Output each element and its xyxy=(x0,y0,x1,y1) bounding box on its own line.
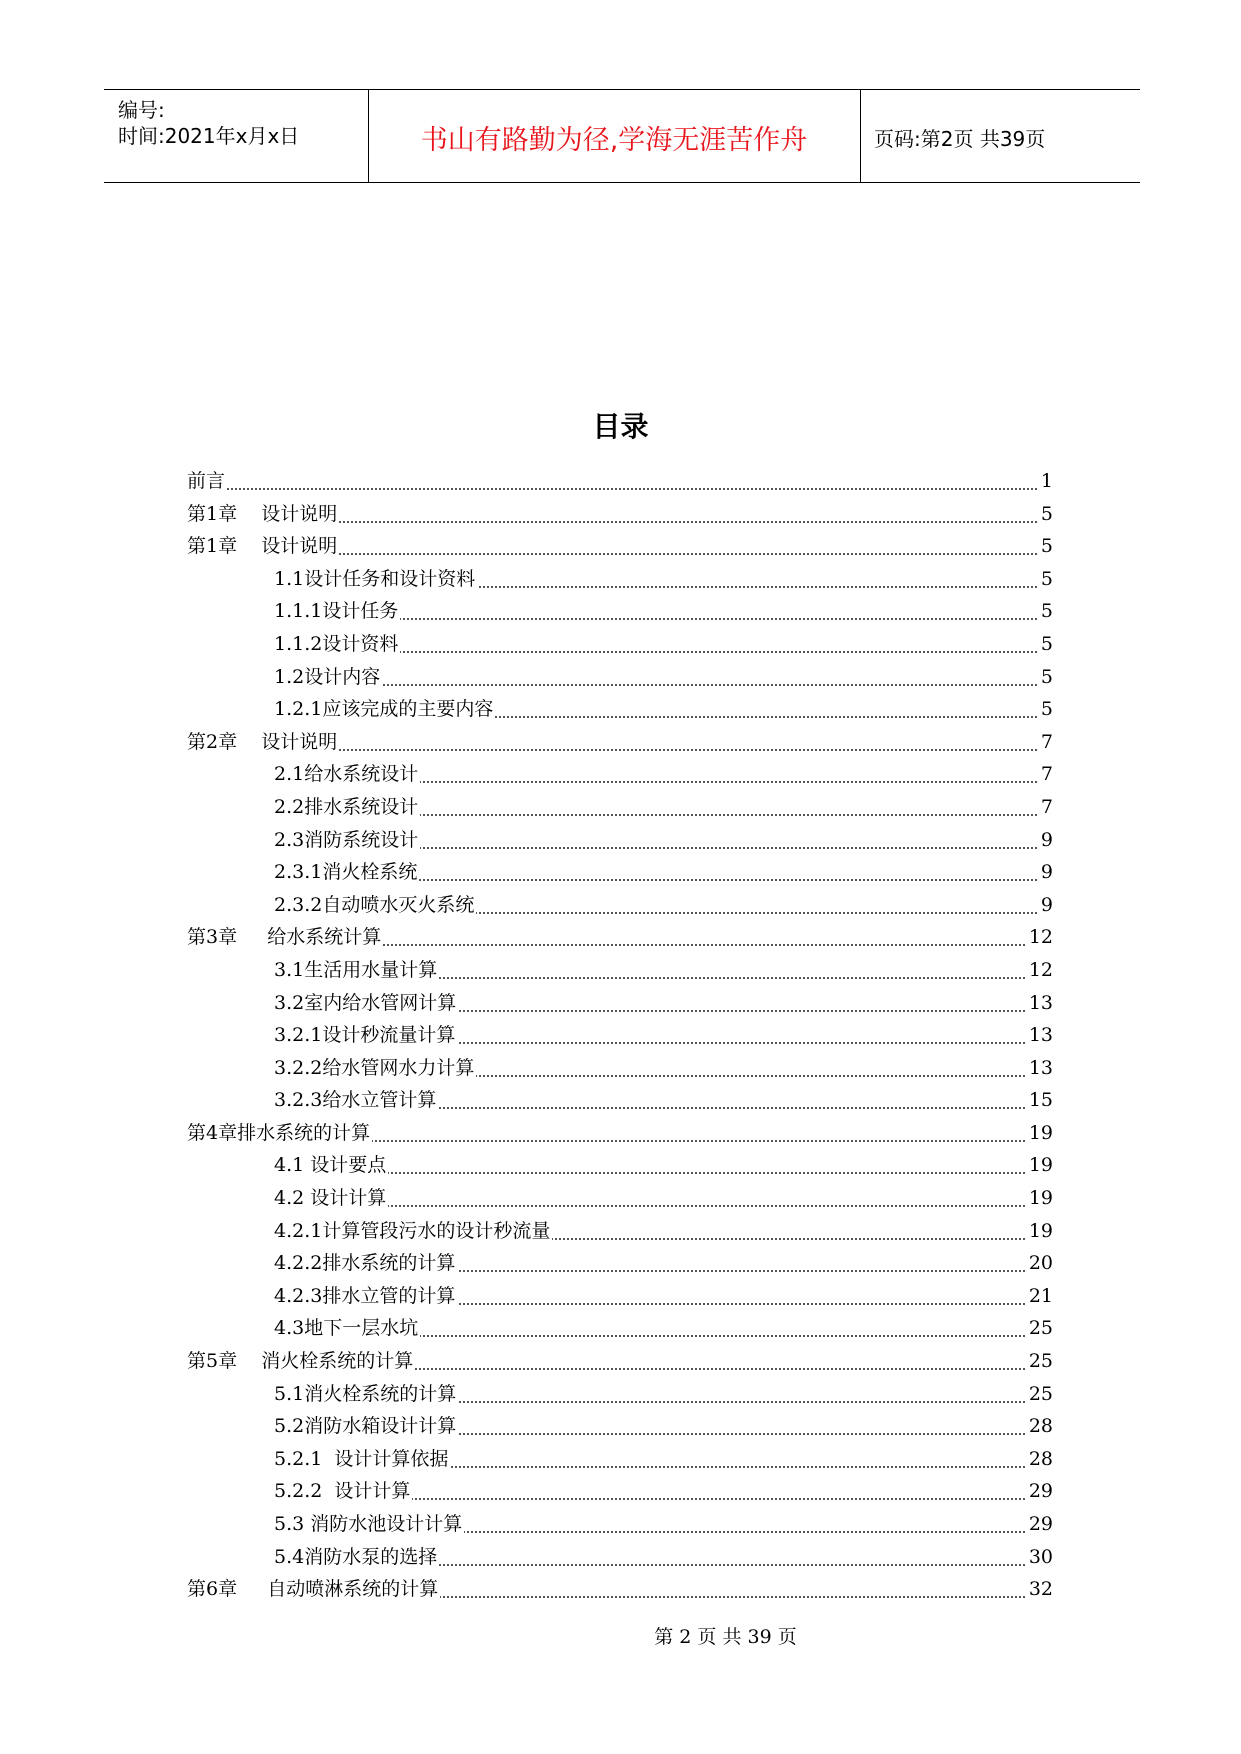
toc-entry[interactable] xyxy=(187,1215,1053,1248)
toc-entry-label: 1.1设计任务和设计资料 xyxy=(274,563,477,595)
toc-entry-label: 4.2.2排水系统的计算 xyxy=(274,1247,457,1279)
toc-entry-page: 20 xyxy=(1027,1247,1053,1279)
toc-entry-page: 5 xyxy=(1039,498,1053,530)
toc-entry-page: 29 xyxy=(1027,1508,1053,1540)
toc-entry-label: 2.1给水系统设计 xyxy=(274,758,420,790)
toc-entry-label: 2.2排水系统设计 xyxy=(274,791,420,823)
toc-entry[interactable] xyxy=(187,824,1053,857)
toc-entry[interactable] xyxy=(187,1182,1053,1215)
page-header xyxy=(104,89,1140,183)
toc-entry[interactable] xyxy=(187,1443,1053,1476)
toc-entry-label: 3.1生活用水量计算 xyxy=(274,954,439,986)
toc-leader-dots xyxy=(274,1205,1053,1207)
toc-entry-label: 2.3.2自动喷水灭火系统 xyxy=(274,889,476,921)
toc-title: 目录 xyxy=(592,410,649,443)
toc-entry-label: 2.3消防系统设计 xyxy=(274,824,420,856)
serial-number-label: 编号: xyxy=(118,98,165,122)
toc-entry-label: 5.4消防水泵的选择 xyxy=(274,1541,439,1573)
toc-entry-label: 2.3.1消火栓系统 xyxy=(274,856,419,888)
toc-entry[interactable] xyxy=(187,856,1053,889)
toc-entry-page: 13 xyxy=(1027,1052,1053,1084)
toc-entry-page: 19 xyxy=(1027,1182,1053,1214)
toc-entry-label: 3.2室内给水管网计算 xyxy=(274,987,458,1019)
header-motto-cell xyxy=(368,90,861,182)
toc-entry[interactable] xyxy=(187,628,1053,661)
toc-leader-dots xyxy=(274,684,1053,686)
toc-entry-page: 28 xyxy=(1027,1410,1053,1442)
toc-entry-page: 1 xyxy=(1039,465,1053,497)
toc-entry-label: 第6章 自动喷淋系统的计算 xyxy=(187,1573,440,1605)
toc-entry[interactable] xyxy=(187,1280,1053,1313)
toc-entry-page: 12 xyxy=(1027,921,1053,953)
toc-entry-label: 4.2 设计计算 xyxy=(274,1182,388,1214)
toc-entry-page: 28 xyxy=(1027,1443,1053,1475)
table-of-contents xyxy=(187,465,1053,1606)
toc-entry[interactable] xyxy=(187,1247,1053,1280)
toc-entry-label: 4.1 设计要点 xyxy=(274,1149,388,1181)
toc-entry-page: 9 xyxy=(1039,824,1053,856)
toc-entry[interactable] xyxy=(187,1410,1053,1443)
page-info: 页码:第2页 共39页 xyxy=(874,127,1046,151)
toc-entry-label: 5.2.2 设计计算 xyxy=(274,1475,412,1507)
toc-entry-page: 9 xyxy=(1039,889,1053,921)
toc-entry-page: 25 xyxy=(1027,1378,1053,1410)
header-page-cell xyxy=(860,90,1140,182)
toc-entry-label: 第1章 设计说明 xyxy=(187,498,339,530)
toc-entry-page: 5 xyxy=(1039,563,1053,595)
toc-entry-label: 3.2.1设计秒流量计算 xyxy=(274,1019,457,1051)
toc-entry-page: 7 xyxy=(1039,791,1053,823)
toc-entry-page: 13 xyxy=(1027,1019,1053,1051)
toc-entry[interactable] xyxy=(187,1573,1053,1606)
toc-leader-dots xyxy=(187,488,1053,490)
toc-entry-page: 32 xyxy=(1027,1573,1053,1605)
toc-entry-label: 1.2设计内容 xyxy=(274,661,382,693)
toc-entry-page: 5 xyxy=(1039,595,1053,627)
toc-entry[interactable] xyxy=(187,726,1053,759)
page-footer: 第 2 页 共 39 页 xyxy=(654,1626,797,1648)
toc-entry-label: 4.3地下一层水坑 xyxy=(274,1312,420,1344)
toc-entry-page: 5 xyxy=(1039,628,1053,660)
toc-entry[interactable] xyxy=(187,693,1053,726)
toc-entry-page: 12 xyxy=(1027,954,1053,986)
toc-entry-label: 第4章排水系统的计算 xyxy=(187,1117,372,1149)
toc-entry[interactable] xyxy=(187,661,1053,694)
toc-entry[interactable] xyxy=(187,595,1053,628)
toc-entry-label: 3.2.3给水立管计算 xyxy=(274,1084,438,1116)
toc-entry-label: 3.2.2给水管网水力计算 xyxy=(274,1052,476,1084)
toc-entry-page: 19 xyxy=(1027,1117,1053,1149)
toc-entry[interactable] xyxy=(187,1084,1053,1117)
toc-entry-label: 4.2.1计算管段污水的设计秒流量 xyxy=(274,1215,552,1247)
toc-entry[interactable] xyxy=(187,889,1053,922)
toc-entry-page: 7 xyxy=(1039,758,1053,790)
toc-entry[interactable] xyxy=(187,791,1053,824)
header-meta xyxy=(104,90,369,182)
toc-entry-page: 15 xyxy=(1027,1084,1053,1116)
toc-entry-page: 13 xyxy=(1027,987,1053,1019)
toc-entry-label: 5.1消火栓系统的计算 xyxy=(274,1378,458,1410)
toc-entry-page: 7 xyxy=(1039,726,1053,758)
toc-entry-label: 1.1.2设计资料 xyxy=(274,628,400,660)
toc-entry[interactable] xyxy=(187,1508,1053,1541)
toc-entry[interactable] xyxy=(187,1475,1053,1508)
toc-entry[interactable] xyxy=(187,1149,1053,1182)
toc-entry-label: 1.1.1设计任务 xyxy=(274,595,400,627)
toc-entry[interactable] xyxy=(187,1052,1053,1085)
toc-entry-page: 19 xyxy=(1027,1215,1053,1247)
toc-entry[interactable] xyxy=(187,1117,1053,1150)
toc-entry-label: 5.2.1 设计计算依据 xyxy=(274,1443,450,1475)
toc-entry-label: 1.2.1应该完成的主要内容 xyxy=(274,693,495,725)
toc-entry-label: 5.2消防水箱设计计算 xyxy=(274,1410,458,1442)
toc-entry[interactable] xyxy=(187,1345,1053,1378)
toc-entry-label: 前言 xyxy=(187,465,227,497)
toc-entry-page: 9 xyxy=(1039,856,1053,888)
toc-entry-page: 5 xyxy=(1039,693,1053,725)
toc-entry-page: 25 xyxy=(1027,1312,1053,1344)
toc-entry-label: 第1章 设计说明 xyxy=(187,530,339,562)
time-label: 时间:2021年x月x日 xyxy=(118,124,300,148)
toc-entry[interactable] xyxy=(187,465,1053,498)
toc-entry[interactable] xyxy=(187,1378,1053,1411)
toc-entry[interactable] xyxy=(187,987,1053,1020)
motto: 书山有路勤为径,学海无涯苦作舟 xyxy=(420,125,808,156)
toc-entry-label: 第3章 给水系统计算 xyxy=(187,921,383,953)
toc-entry-page: 5 xyxy=(1039,661,1053,693)
toc-entry-page: 19 xyxy=(1027,1149,1053,1181)
toc-entry-label: 4.2.3排水立管的计算 xyxy=(274,1280,457,1312)
toc-entry[interactable] xyxy=(187,921,1053,954)
toc-entry[interactable] xyxy=(187,530,1053,563)
toc-entry[interactable] xyxy=(187,954,1053,987)
toc-entry-page: 5 xyxy=(1039,530,1053,562)
toc-entry-page: 30 xyxy=(1027,1541,1053,1573)
toc-entry[interactable] xyxy=(187,498,1053,531)
toc-entry-page: 29 xyxy=(1027,1475,1053,1507)
toc-entry-label: 第2章 设计说明 xyxy=(187,726,339,758)
toc-entry[interactable] xyxy=(187,1541,1053,1574)
toc-entry[interactable] xyxy=(187,1019,1053,1052)
toc-leader-dots xyxy=(274,1172,1053,1174)
toc-entry-page: 21 xyxy=(1027,1280,1053,1312)
toc-entry[interactable] xyxy=(187,1312,1053,1345)
toc-entry[interactable] xyxy=(187,758,1053,791)
toc-entry-label: 第5章 消火栓系统的计算 xyxy=(187,1345,415,1377)
toc-entry[interactable] xyxy=(187,563,1053,596)
toc-entry-label: 5.3 消防水池设计计算 xyxy=(274,1508,464,1540)
toc-entry-page: 25 xyxy=(1027,1345,1053,1377)
